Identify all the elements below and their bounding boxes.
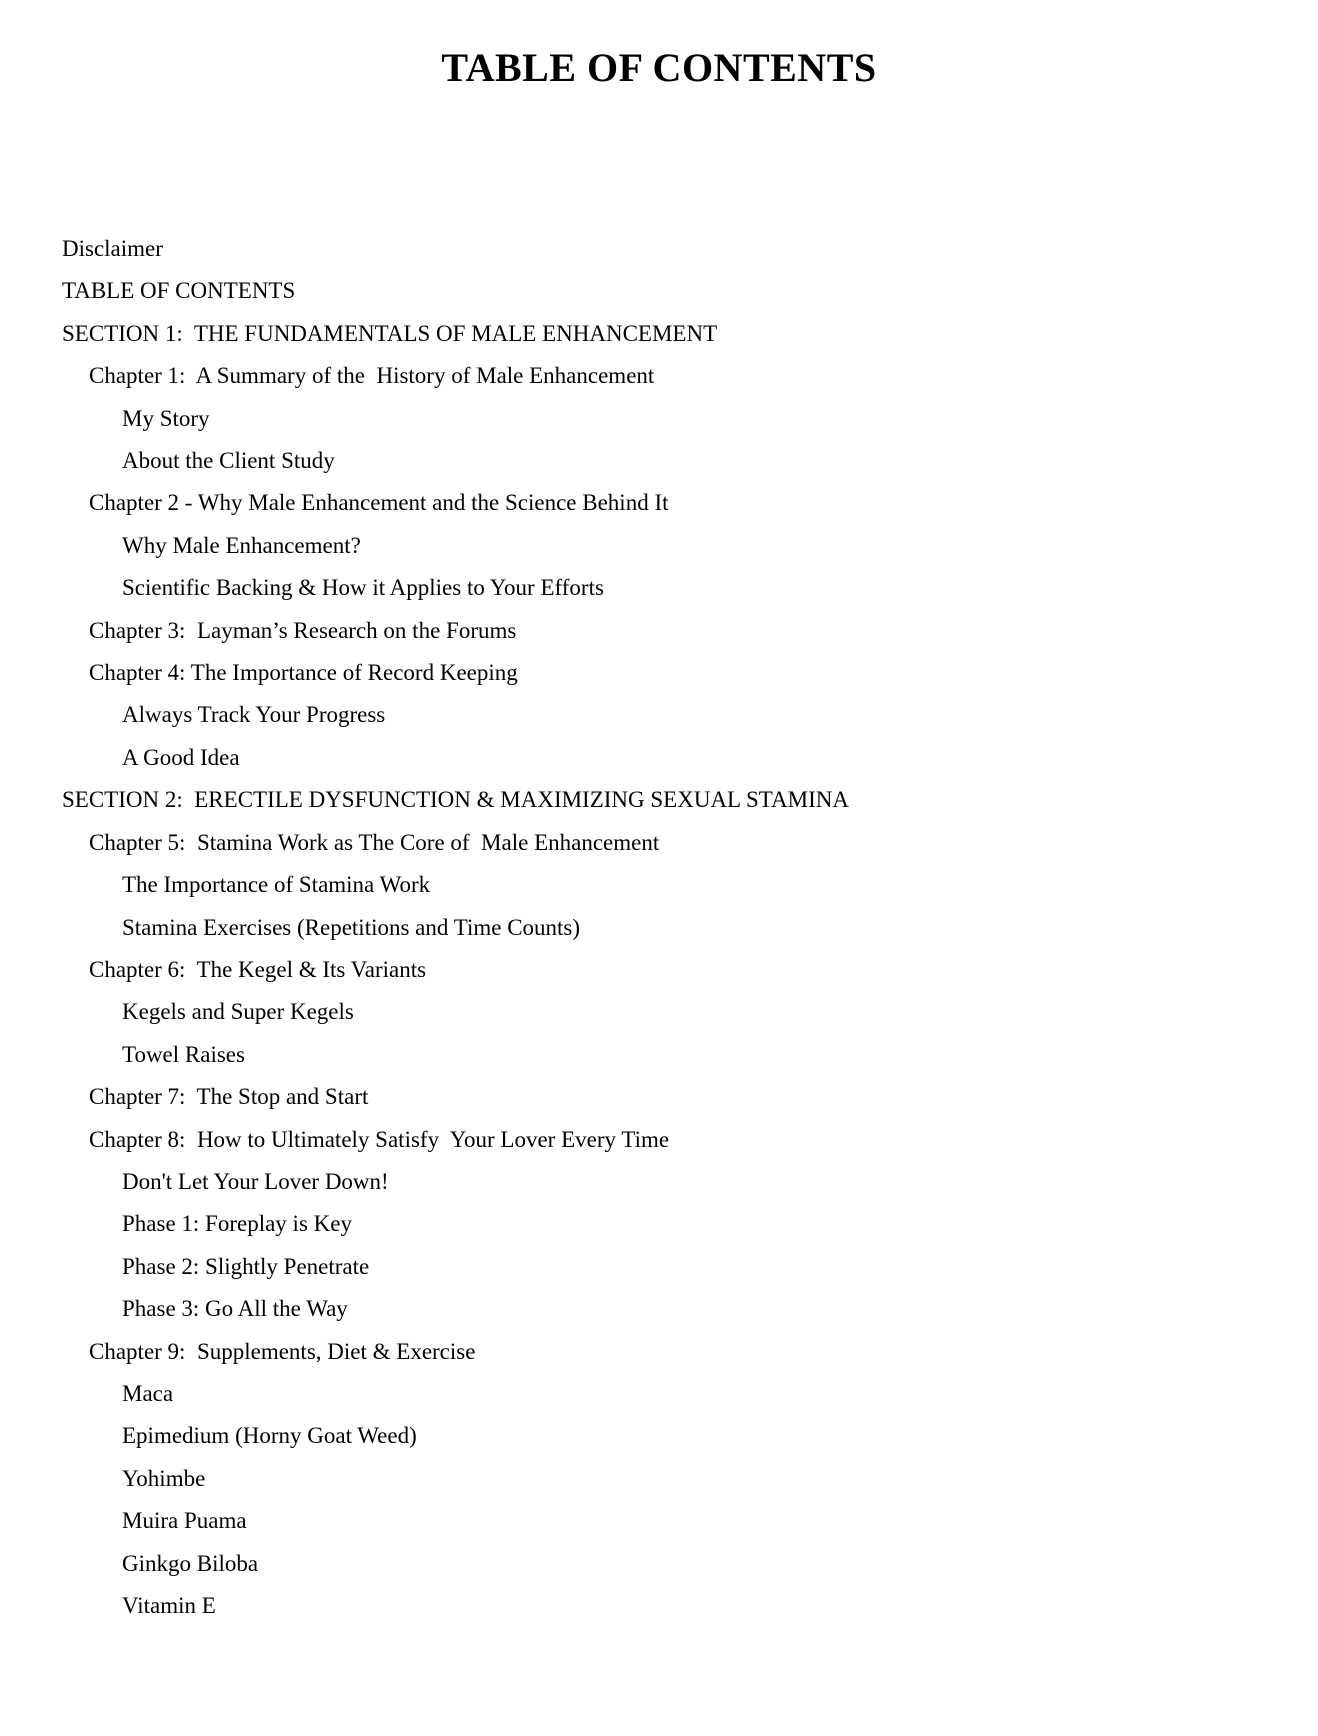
toc-entry: The Importance of Stamina Work [122,872,431,898]
toc-entry: Chapter 5: Stamina Work as The Core of Male Enhancement [89,829,660,855]
toc-entry: A Good Idea [122,744,240,770]
toc-entry: Chapter 4: The Importance of Record Keeping [89,660,518,686]
toc-entry: Chapter 7: The Stop and Start [89,1084,369,1110]
toc-entry: SECTION 2: ERECTILE DYSFUNCTION & MAXIMIZING SEXUAL STAMINA [62,787,849,813]
toc-entry: SECTION 1: THE FUNDAMENTALS OF MALE ENHANCEMENT [62,320,718,346]
toc-entry: Chapter 2 - Why Male Enhancement and the Science Behind It [89,490,669,516]
toc-entry: Phase 2: Slightly Penetrate [122,1253,370,1279]
toc-entry: Towel Raises [122,1041,245,1067]
toc-entry: Vitamin E [122,1593,216,1618]
toc-entry: Phase 3: Go All the Way [122,1296,348,1322]
toc-entry: Why Male Enhancement? [122,532,361,558]
toc-entry: Chapter 6: The Kegel & Its Variants [89,956,427,982]
toc-entry: Don't Let Your Lover Down! [122,1168,389,1194]
table-of-contents [62,228,1278,1627]
toc-entry: Yohimbe [122,1465,206,1491]
toc-entry: Stamina Exercises (Repetitions and Time Counts) [122,914,581,940]
toc-entry: Chapter 3: Layman’s Research on the Forums [89,617,517,643]
toc-entry: Epimedium (Horny Goat Weed) [122,1423,417,1449]
toc-entry: My Story [122,405,210,431]
toc-entry: Scientific Backing & How it Applies to Your Efforts [122,575,604,601]
toc-entry: Kegels and Super Kegels [122,999,354,1025]
toc-entry: Maca [122,1380,174,1406]
toc-entry: Disclaimer [62,236,163,261]
toc-entry: Chapter 1: A Summary of the History of Male Enhancement [89,363,655,389]
toc-entry: Chapter 9: Supplements, Diet & Exercise [89,1338,476,1364]
toc-entry: Muira Puama [122,1508,247,1534]
toc-entry: Phase 1: Foreplay is Key [122,1211,352,1237]
toc-entry: Always Track Your Progress [122,702,386,728]
toc-entry: About the Client Study [122,448,335,474]
page-title: TABLE OF CONTENTS [441,45,877,90]
toc-entry: Chapter 8: How to Ultimately Satisfy Your Lover Every Time [89,1126,670,1152]
toc-entry: Ginkgo Biloba [122,1550,259,1576]
toc-entry: TABLE OF CONTENTS [62,278,296,304]
